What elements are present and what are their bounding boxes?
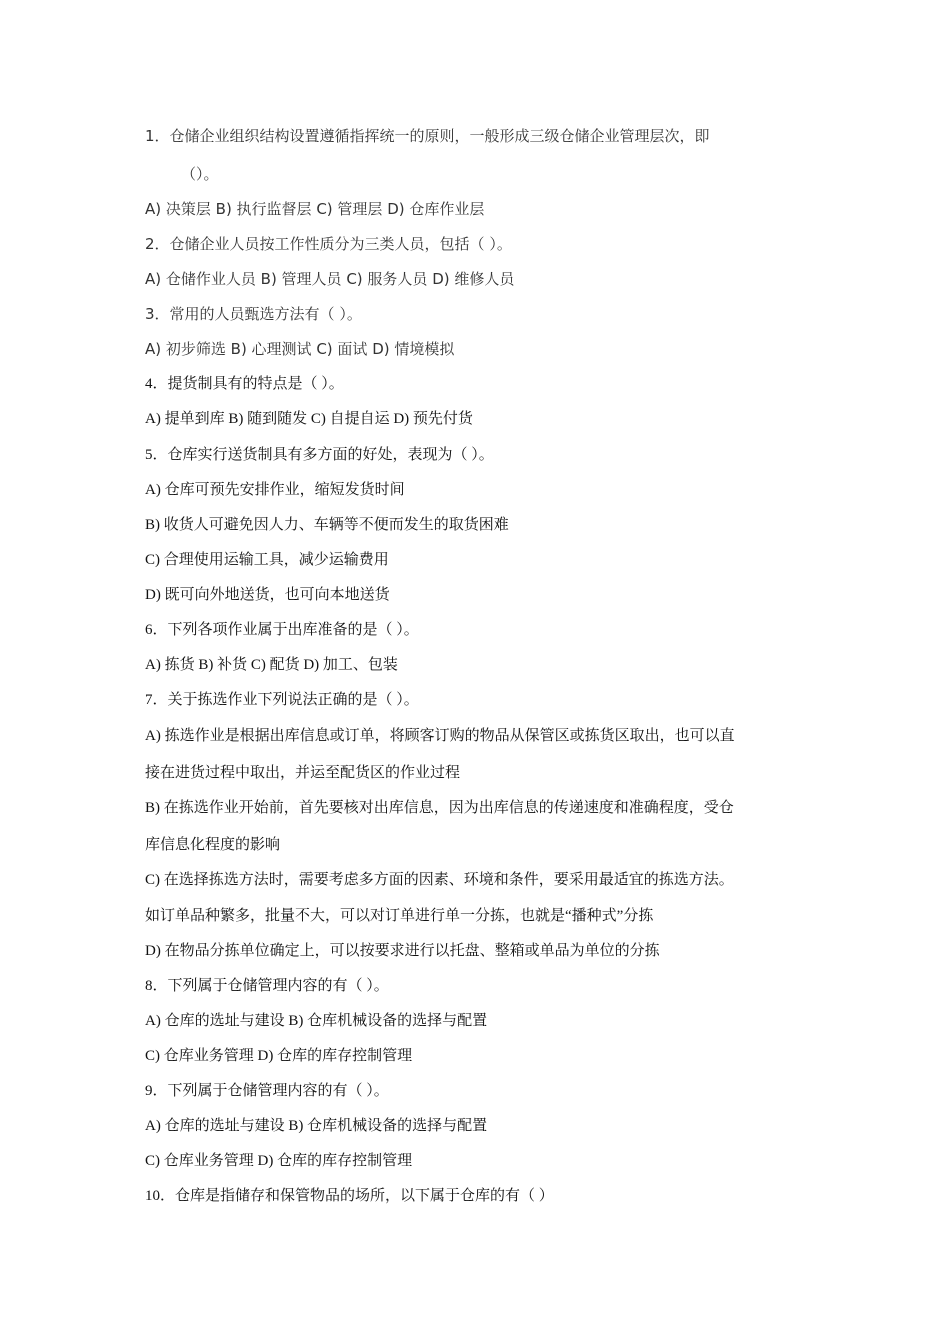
question-5-option-d: D) 既可向外地送货，也可向本地送货 xyxy=(145,587,390,603)
question-6-options: A) 拣货 B) 补货 C) 配货 D) 加工、包装 xyxy=(145,657,398,673)
question-2-text: 2．仓储企业人员按工作性质分为三类人员，包括（ ）。 xyxy=(145,235,512,253)
question-9-options-line-2: C) 仓库业务管理 D) 仓库的库存控制管理 xyxy=(145,1153,413,1169)
question-3-options: A) 初步筛选 B) 心理测试 C) 面试 D) 情境模拟 xyxy=(145,340,455,358)
question-2-options: A) 仓储作业人员 B) 管理人员 C) 服务人员 D) 维修人员 xyxy=(145,270,515,288)
question-6-text: 6．下列各项作业属于出库准备的是（ ）。 xyxy=(145,622,419,638)
question-4-options: A) 提单到库 B) 随到随发 C) 自提自运 D) 预先付货 xyxy=(145,411,473,427)
question-7-option-c-line-1: C) 在选择拣选方法时，需要考虑多方面的因素、环境和条件，要采用最适宜的拣选方法。 xyxy=(145,872,734,888)
question-4-text: 4．提货制具有的特点是（ ）。 xyxy=(145,376,344,392)
question-8-text: 8．下列属于仓储管理内容的有（ ）。 xyxy=(145,978,389,994)
question-1-continuation: （）。 xyxy=(181,165,219,183)
question-8-options-line-1: A) 仓库的选址与建设 B) 仓库机械设备的选择与配置 xyxy=(145,1013,488,1029)
question-7-option-d: D) 在物品分拣单位确定上，可以按要求进行以托盘、整箱或单品为单位的分拣 xyxy=(145,943,660,959)
question-8-options-line-2: C) 仓库业务管理 D) 仓库的库存控制管理 xyxy=(145,1048,413,1064)
question-9-text: 9．下列属于仓储管理内容的有（ ）。 xyxy=(145,1083,389,1099)
question-5-option-c: C) 合理使用运输工具，减少运输费用 xyxy=(145,552,389,568)
question-3-text: 3．常用的人员甄选方法有（ ）。 xyxy=(145,305,362,323)
question-1-text: 1．仓储企业组织结构设置遵循指挥统一的原则，一般形成三级仓储企业管理层次，即 xyxy=(145,127,710,145)
question-1-options: A) 决策层 B) 执行监督层 C) 管理层 D) 仓库作业层 xyxy=(145,200,485,218)
question-10-text: 10．仓库是指储存和保管物品的场所，以下属于仓库的有（ ） xyxy=(145,1188,554,1204)
question-7-option-c-line-2: 如订单品种繁多，批量不大，可以对订单进行单一分拣，也就是“播种式”分拣 xyxy=(145,908,654,924)
question-7-option-a-line-2: 接在进货过程中取出，并运至配货区的作业过程 xyxy=(145,765,461,781)
question-5-text: 5．仓库实行送货制具有多方面的好处，表现为（ ）。 xyxy=(145,447,494,463)
question-7-option-a-line-1: A) 拣选作业是根据出库信息或订单，将顾客订购的物品从保管区或拣货区取出，也可以直 xyxy=(145,728,735,744)
question-5-option-a: A) 仓库可预先安排作业，缩短发货时间 xyxy=(145,482,405,498)
question-7-text: 7．关于拣选作业下列说法正确的是（ ）。 xyxy=(145,692,419,708)
question-5-option-b: B) 收货人可避免因人力、车辆等不便而发生的取货困难 xyxy=(145,517,509,533)
question-9-options-line-1: A) 仓库的选址与建设 B) 仓库机械设备的选择与配置 xyxy=(145,1118,488,1134)
question-7-option-b-line-1: B) 在拣选作业开始前，首先要核对出库信息，因为出库信息的传递速度和准确程度，受仓 xyxy=(145,800,734,816)
question-7-option-b-line-2: 库信息化程度的影响 xyxy=(145,837,281,853)
